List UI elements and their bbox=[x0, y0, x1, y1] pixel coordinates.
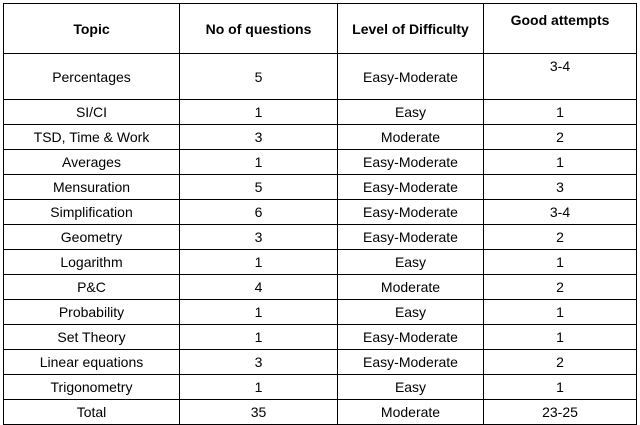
cell-good-attempts: 3-4 bbox=[484, 200, 637, 225]
table-header bbox=[4, 4, 637, 54]
cell-topic: P&C bbox=[4, 275, 180, 300]
cell-topic: Logarithm bbox=[4, 250, 180, 275]
table-row bbox=[4, 225, 637, 250]
table-row bbox=[4, 275, 637, 300]
cell-topic: TSD, Time & Work bbox=[4, 125, 180, 150]
cell-difficulty: Easy-Moderate bbox=[338, 175, 484, 200]
cell-questions: 1 bbox=[180, 325, 338, 350]
table-body bbox=[4, 54, 637, 425]
cell-questions: 1 bbox=[180, 250, 338, 275]
cell-topic: Percentages bbox=[4, 54, 180, 100]
table-row bbox=[4, 325, 637, 350]
cell-questions: 5 bbox=[180, 175, 338, 200]
cell-good-attempts: 1 bbox=[484, 250, 637, 275]
cell-good-attempts: 1 bbox=[484, 375, 637, 400]
table-row bbox=[4, 375, 637, 400]
table-row bbox=[4, 54, 637, 100]
cell-questions: 3 bbox=[180, 125, 338, 150]
header-topic: Topic bbox=[4, 4, 180, 54]
cell-good-attempts: 1 bbox=[484, 325, 637, 350]
cell-questions: 5 bbox=[180, 54, 338, 100]
cell-good-attempts: 1 bbox=[484, 150, 637, 175]
cell-questions: 35 bbox=[180, 400, 338, 425]
header-questions: No of questions bbox=[180, 4, 338, 54]
cell-good-attempts: 1 bbox=[484, 300, 637, 325]
cell-good-attempts: 2 bbox=[484, 275, 637, 300]
table-row bbox=[4, 175, 637, 200]
cell-difficulty: Easy bbox=[338, 100, 484, 125]
cell-difficulty: Easy bbox=[338, 250, 484, 275]
cell-questions: 6 bbox=[180, 200, 338, 225]
cell-questions: 3 bbox=[180, 350, 338, 375]
cell-good-attempts: 2 bbox=[484, 125, 637, 150]
cell-good-attempts: 2 bbox=[484, 350, 637, 375]
table-row bbox=[4, 300, 637, 325]
cell-good-attempts: 3-4 bbox=[484, 54, 637, 100]
cell-questions: 1 bbox=[180, 100, 338, 125]
header-difficulty: Level of Difficulty bbox=[338, 4, 484, 54]
header-row bbox=[4, 4, 637, 54]
table-container bbox=[3, 3, 637, 425]
cell-questions: 3 bbox=[180, 225, 338, 250]
cell-topic: Averages bbox=[4, 150, 180, 175]
cell-topic: SI/CI bbox=[4, 100, 180, 125]
total-row bbox=[4, 400, 637, 425]
cell-difficulty: Moderate bbox=[338, 400, 484, 425]
cell-difficulty: Easy-Moderate bbox=[338, 350, 484, 375]
table-row bbox=[4, 125, 637, 150]
topics-table bbox=[3, 3, 637, 425]
cell-difficulty: Easy bbox=[338, 375, 484, 400]
table-row bbox=[4, 350, 637, 375]
header-good-attempts: Good attempts bbox=[484, 4, 637, 54]
cell-topic: Trigonometry bbox=[4, 375, 180, 400]
cell-difficulty: Easy-Moderate bbox=[338, 225, 484, 250]
table-row bbox=[4, 250, 637, 275]
cell-topic: Probability bbox=[4, 300, 180, 325]
table-row bbox=[4, 200, 637, 225]
cell-good-attempts: 3 bbox=[484, 175, 637, 200]
cell-topic: Linear equations bbox=[4, 350, 180, 375]
cell-difficulty: Easy-Moderate bbox=[338, 325, 484, 350]
cell-questions: 1 bbox=[180, 150, 338, 175]
cell-difficulty: Easy-Moderate bbox=[338, 150, 484, 175]
cell-topic: Geometry bbox=[4, 225, 180, 250]
cell-topic: Total bbox=[4, 400, 180, 425]
cell-good-attempts: 2 bbox=[484, 225, 637, 250]
cell-difficulty: Easy-Moderate bbox=[338, 200, 484, 225]
cell-questions: 4 bbox=[180, 275, 338, 300]
cell-topic: Mensuration bbox=[4, 175, 180, 200]
cell-good-attempts: 1 bbox=[484, 100, 637, 125]
table-row bbox=[4, 100, 637, 125]
cell-difficulty: Easy bbox=[338, 300, 484, 325]
cell-questions: 1 bbox=[180, 375, 338, 400]
cell-topic: Set Theory bbox=[4, 325, 180, 350]
cell-good-attempts: 23-25 bbox=[484, 400, 637, 425]
cell-questions: 1 bbox=[180, 300, 338, 325]
cell-difficulty: Moderate bbox=[338, 125, 484, 150]
cell-topic: Simplification bbox=[4, 200, 180, 225]
table-row bbox=[4, 150, 637, 175]
cell-difficulty: Easy-Moderate bbox=[338, 54, 484, 100]
cell-difficulty: Moderate bbox=[338, 275, 484, 300]
